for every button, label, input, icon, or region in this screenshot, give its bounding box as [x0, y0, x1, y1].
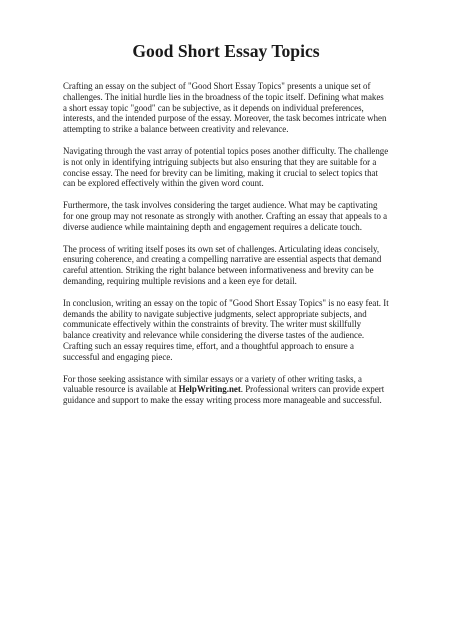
resource-text-after: . Professional writers can provide expert guidance and support to make the essay writing process more manageable and successful. [63, 384, 385, 406]
paragraph-topics: Navigating through the vast array of potential topics poses another difficulty. The challenge is not only in identifying intriguing subjects but also ensuring that they are suitable for a concise essay. The need for brevity can be limiting, making it crucial to select topics that can be explored effectively within the given word count. [63, 145, 389, 189]
paragraph-intro: Crafting an essay on the subject of "Good Short Essay Topics" presents a unique set of challenges. The initial hurdle lies in the broadness of the topic itself. Defining what makes a short essay topic "good" can be subjective, as it depends on individual preferences, interests, and the intended purpose of the essay. Moreover, the task becomes intricate when attempting to strike a balance between creativity and relevance. [63, 81, 387, 135]
paragraph-audience: Furthermore, the task involves considering the target audience. What may be captivating for one group may not resonate as strongly with another. Crafting an essay that appeals to a diverse audience while maintaining depth and engagement requires a delicate touch. [63, 200, 388, 232]
document-title: Good Short Essay Topics [132, 41, 320, 61]
resource-text-before: For those seeking assistance with similar essays or a variety of other writing tasks, a valuable resource is available at [63, 373, 362, 395]
paragraph-resource [63, 374, 389, 406]
paragraph-writing-process: The process of writing itself poses its own set of challenges. Articulating ideas concisely, ensuring coherence, and creating a compelling narrative are essential aspects that demand careful attention. Striking the right balance between informativeness and brevity can be demanding, requiring multiple revisions and a keen eye for detail. [63, 243, 382, 286]
resource-site-name: HelpWriting.net [178, 384, 241, 395]
paragraph-conclusion: In conclusion, writing an essay on the topic of "Good Short Essay Topics" is no easy feat. It demands the ability to navigate subjective judgments, select appropriate subjects, and communicate effectively within the constraints of brevity. The writer must skillfully balance creativity and relevance while considering the diverse tastes of the audience. Crafting such an essay requires time, effort, and a thoughtful approach to ensure a successful and engaging piece. [63, 297, 389, 362]
